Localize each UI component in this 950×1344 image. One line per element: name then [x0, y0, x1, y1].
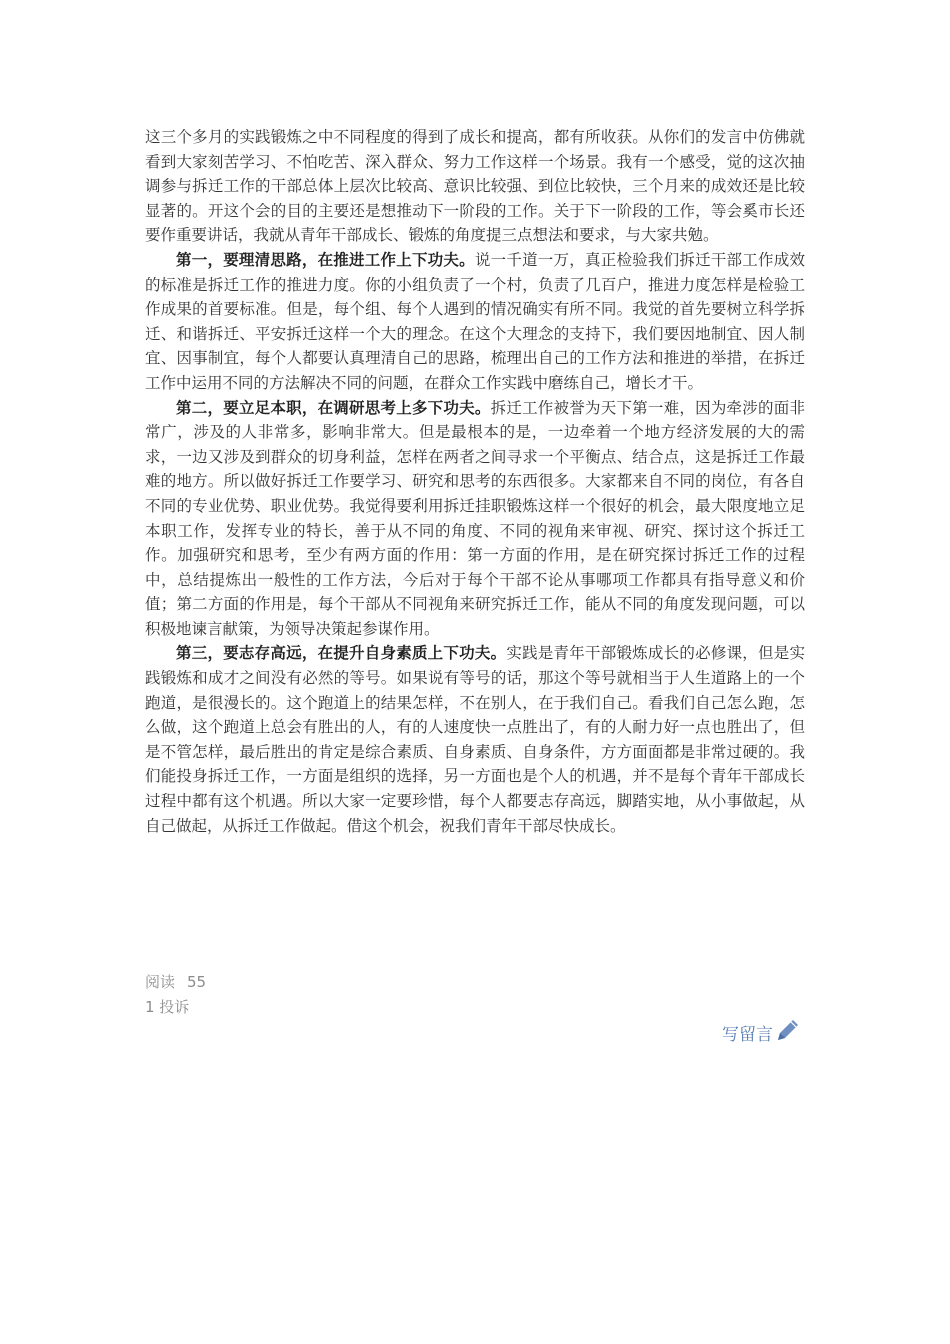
- read-count: 55: [187, 973, 207, 991]
- paragraph-second-heading: 第二，要立足本职，在调研思考上多下功夫。: [176, 397, 491, 417]
- paragraph-third-heading: 第三，要志存高远，在提升自身素质上下功夫。: [176, 643, 507, 663]
- paragraph-first: [145, 248, 805, 396]
- paragraph-third: [145, 641, 805, 838]
- read-count-row: [145, 970, 206, 995]
- paragraph-first-heading: 第一，要理清思路，在推进工作上下功夫。: [176, 249, 475, 269]
- paragraph-second-text: 拆迁工作被誉为天下第一难，因为牵涉的面非常广，涉及的人非常多，影响非常大。但是最根本的是，一边牵着一个地方经济发展的大的需求，一边又涉及到群众的切身利益，怎样在两者之间寻求一个平衡点、结合点，这是拆迁工作最难的地方。所以做好拆迁工作要学习、研究和思考的东西很多。大家都来自不同的岗位，有各自不同的专业优势、职业优势。我觉得要利用拆迁挂职锻炼这样一个很好的机会，最大限度地立足本职工作，发挥专业的特长，善于从不同的角度、不同的视角来审视、研究、探讨这个拆迁工作。加强研究和思考，至少有两方面的作用：第一方面的作用，是在研究探讨拆迁工作的过程中，总结提炼出一般性的工作方法，今后对于每个干部不论从事哪项工作都具有指导意义和价值；第二方面的作用是，每个干部从不同视角来研究拆迁工作，能从不同的角度发现问题，可以积极地谏言献策，为领导决策起参谋作用。: [145, 398, 805, 638]
- complaint-link[interactable]: 1 投诉: [145, 998, 190, 1016]
- paragraph-second: [145, 396, 805, 642]
- paragraph-intro: 这三个多月的实践锻炼之中不同程度的得到了成长和提高，都有所收获。从你们的发言中仿佛就看到大家刻苦学习、不怕吃苦、深入群众、努力工作这样一个场景。我有一个感受，觉的这次抽调参与拆迁工作的干部总体上层次比较高、意识比较强、到位比较快，三个月来的成效还是比较显著的。开这个会的目的主要还是想推动下一阶段的工作。关于下一阶段的工作，等会奚市长还要作重要讲话，我就从青年干部成长、锻炼的角度提三点想法和要求，与大家共勉。: [145, 128, 805, 245]
- paragraph-first-text: 说一千道一万，真正检验我们拆迁干部工作成效的标准是拆迁工作的推进力度。你的小组负责了一个村，负责了几百户，推进力度怎样是检验工作成果的首要标准。但是，每个组、每个人遇到的情况确实有所不同。我觉的首先要树立科学拆迁、和谐拆迁、平安拆迁这样一个大的理念。在这个大理念的支持下，我们要因地制宜、因人制宜、因事制宜，每个人都要认真理清自己的思路，梳理出自己的工作方法和推进的举措，在拆迁工作中运用不同的方法解决不同的问题，在群众工作实践中磨练自己，增长才干。: [145, 250, 805, 392]
- read-label: 阅读: [145, 973, 176, 991]
- pencil-icon: [774, 1016, 802, 1044]
- write-comment-label: 写留言: [722, 1025, 773, 1045]
- complaint-row: [145, 995, 206, 1020]
- write-comment-button[interactable]: [722, 1020, 802, 1045]
- article-meta: [145, 970, 206, 1020]
- article-body: [145, 125, 805, 838]
- paragraph-third-text: 实践是青年干部锻炼成长的必修课，但是实践锻炼和成才之间没有必然的等号。如果说有等号的话，那这个等号就相当于人生道路上的一个跑道，是很漫长的。这个跑道上的结果怎样，不在别人，在于我们自己。看我们自己怎么跑，怎么做，这个跑道上总会有胜出的人，有的人速度快一点胜出了，有的人耐力好一点也胜出了，但是不管怎样，最后胜出的肯定是综合素质、自身素质、自身条件，方方面面都是非常过硬的。我们能投身拆迁工作，一方面是组织的选择，另一方面也是个人的机遇，并不是每个青年干部成长过程中都有这个机遇。所以大家一定要珍惜，每个人都要志存高远，脚踏实地，从小事做起，从自己做起，从拆迁工作做起。借这个机会，祝我们青年干部尽快成长。: [145, 644, 805, 835]
